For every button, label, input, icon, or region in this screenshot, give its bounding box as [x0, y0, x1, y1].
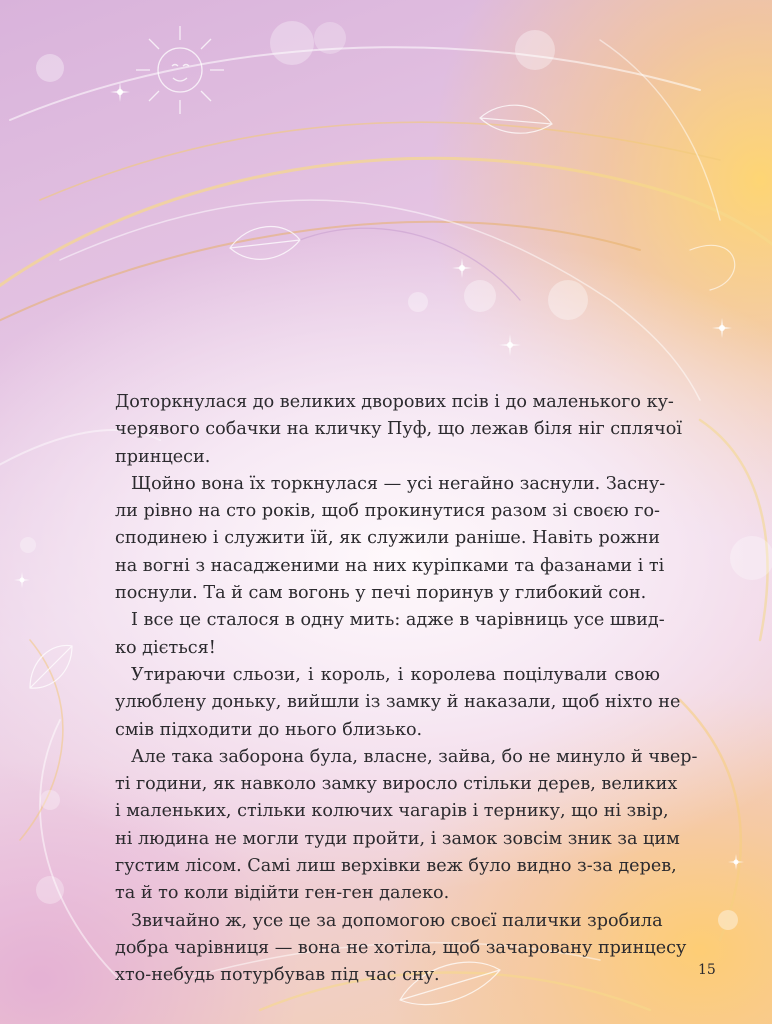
text-line: хто-небудь потурбував під час сну. [115, 965, 440, 986]
text-line: Утираючи сльози, і король, і королева поцілували свою [131, 664, 660, 685]
text-line: густим лісом. Самі лиш верхівки веж було видно з-за дерев, [115, 856, 677, 877]
text-line: смів підходити до нього близько. [115, 719, 423, 740]
text-line: Але така заборона була, власне, зайва, бо не минуло й чвер- [131, 746, 698, 767]
text-line: ко діється! [115, 637, 216, 658]
text-line: сподинею і служити їй, як служили раніше. Навіть рожни [115, 528, 660, 549]
text-line: улюблену доньку, вийшли із замку й наказали, щоб ніхто не [115, 692, 681, 713]
story-text [115, 389, 698, 990]
paragraph [115, 744, 698, 908]
paragraph [115, 471, 666, 607]
paragraph [115, 662, 681, 744]
text-line: принцеси. [115, 446, 211, 467]
text-line: поснули. Та й сам вогонь у печі поринув у глибокий сон. [115, 583, 647, 604]
paragraph [115, 908, 687, 990]
text-line: ли рівно на сто років, щоб прокинутися разом зі своєю го- [115, 501, 660, 522]
paragraph [115, 607, 665, 662]
text-line: добра чарівниця — вона не хотіла, щоб зачаровану принцесу [115, 937, 687, 958]
text-line: ні людина не могли туди пройти, і замок зовсім зник за цим [115, 828, 680, 849]
text-line: І все це сталося в одну мить: адже в чарівниць усе швид- [131, 610, 665, 631]
text-line: ті години, як навколо замку виросло стільки дерев, великих [115, 774, 678, 795]
page-number: 15 [698, 962, 716, 978]
text-line: Звичайно ж, усе це за допомогою своєї палички зробила [131, 910, 663, 931]
text-line: Щойно вона їх торкнулася — усі негайно заснули. Засну- [131, 473, 666, 494]
paragraph [115, 389, 682, 471]
text-line: і маленьких, стільки колючих чагарів і тернику, що ні звір, [115, 801, 669, 822]
text-line: Доторкнулася до великих дворових псів і до маленького ку- [115, 392, 674, 412]
text-line: на вогні з насадженими на них куріпками та фазанами і ті [115, 555, 665, 576]
text-line: та й то коли відійти ген-ген далеко. [115, 883, 450, 904]
text-line: черявого собачки на кличку Пуф, що лежав біля ніг сплячої [115, 419, 682, 440]
